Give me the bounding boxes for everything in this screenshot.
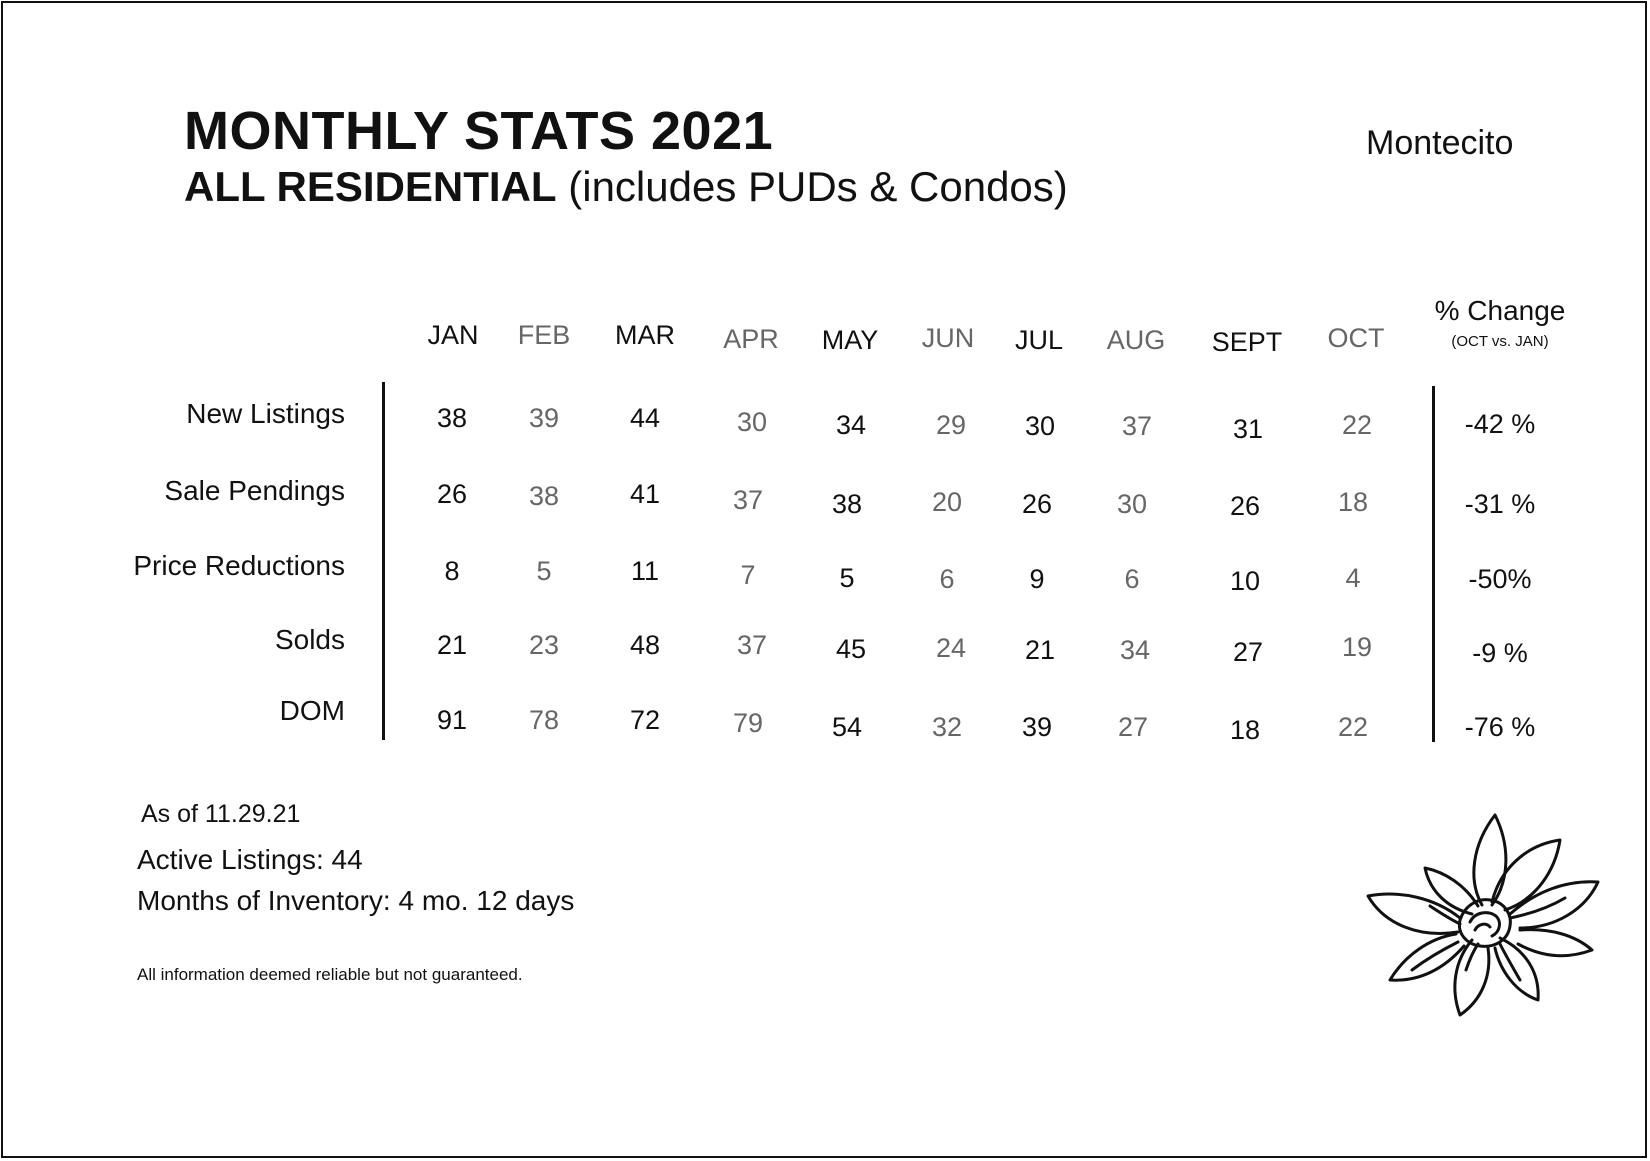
table-cell: 45 xyxy=(835,634,867,664)
month-header-mar: MAR xyxy=(615,320,675,350)
table-cell: 37 xyxy=(1121,411,1153,441)
change-header: % Change xyxy=(1434,295,1566,326)
row-label-price-reductions: Price Reductions xyxy=(133,550,345,581)
month-header-apr: APR xyxy=(723,324,779,354)
table-cell: 18 xyxy=(1337,487,1369,517)
table-cell: 22 xyxy=(1337,712,1369,742)
table-cell: 91 xyxy=(436,705,468,735)
table-cell: 26 xyxy=(1229,491,1261,521)
change-subheader: (OCT vs. JAN) xyxy=(1451,333,1549,350)
table-cell: 7 xyxy=(740,560,756,590)
table-cell: 30 xyxy=(1024,411,1056,441)
table-cell: 20 xyxy=(931,487,963,517)
table-cell: 9 xyxy=(1029,564,1045,594)
subtitle-bold: ALL RESIDENTIAL xyxy=(184,163,557,210)
table-cell: 38 xyxy=(528,481,560,511)
row-label-solds: Solds xyxy=(274,624,345,655)
table-cell: 6 xyxy=(1124,564,1140,594)
row-label-sale-pendings: Sale Pendings xyxy=(164,475,345,506)
page-subtitle xyxy=(184,163,1068,210)
as-of-date: As of 11.29.21 xyxy=(141,800,301,828)
month-header-aug: AUG xyxy=(1106,325,1166,355)
left-divider xyxy=(382,382,385,740)
disclaimer: All information deemed reliable but not guaranteed. xyxy=(137,965,523,984)
months-of-inventory: Months of Inventory: 4 mo. 12 days xyxy=(137,885,575,916)
table-cell: 37 xyxy=(736,630,768,660)
table-cell: 10 xyxy=(1229,566,1261,596)
table-cell: 27 xyxy=(1232,637,1264,667)
magnolia-flower-icon xyxy=(1360,810,1600,1020)
table-cell: 21 xyxy=(1024,635,1056,665)
table-cell: 24 xyxy=(935,633,967,663)
subtitle-rest: (includes PUDs & Condos) xyxy=(556,163,1068,210)
table-cell: 38 xyxy=(436,403,468,433)
table-cell: 4 xyxy=(1345,563,1361,593)
table-cell: 34 xyxy=(1119,635,1151,665)
table-cell: 30 xyxy=(1116,489,1148,519)
month-header-jul: JUL xyxy=(1014,325,1063,355)
table-cell: 8 xyxy=(444,556,460,586)
table-cell: 22 xyxy=(1341,410,1373,440)
table-cell: 27 xyxy=(1117,712,1149,742)
table-cell: 44 xyxy=(629,403,661,433)
table-cell: 5 xyxy=(839,563,855,593)
table-cell: 37 xyxy=(732,485,764,515)
table-cell: 6 xyxy=(939,564,955,594)
table-cell: 48 xyxy=(629,630,661,660)
table-cell: 21 xyxy=(436,630,468,660)
month-header-sept: SEPT xyxy=(1211,327,1283,357)
table-cell: 5 xyxy=(536,556,552,586)
table-cell: 19 xyxy=(1341,632,1373,662)
row-label-new-listings: New Listings xyxy=(186,398,345,429)
table-cell: 39 xyxy=(1021,712,1053,742)
table-cell: 30 xyxy=(736,407,768,437)
table-cell: 34 xyxy=(835,410,867,440)
table-cell: 23 xyxy=(528,630,560,660)
table-cell: 18 xyxy=(1229,715,1261,745)
change-value: -76 % xyxy=(1464,712,1536,742)
change-value: -31 % xyxy=(1464,489,1536,519)
month-header-jun: JUN xyxy=(921,323,975,353)
right-divider xyxy=(1432,386,1435,742)
month-header-oct: OCT xyxy=(1327,323,1385,353)
table-cell: 39 xyxy=(528,403,560,433)
table-cell: 41 xyxy=(629,479,661,509)
change-value: -9 % xyxy=(1472,638,1528,668)
month-header-jan: JAN xyxy=(427,320,479,350)
page-title: MONTHLY STATS 2021 xyxy=(184,101,774,161)
table-cell: 79 xyxy=(732,708,764,738)
month-header-may: MAY xyxy=(821,325,879,355)
table-cell: 26 xyxy=(436,479,468,509)
change-value: -50% xyxy=(1468,564,1532,594)
table-cell: 29 xyxy=(935,410,967,440)
table-cell: 38 xyxy=(831,489,863,519)
table-cell: 11 xyxy=(630,556,660,586)
change-value: -42 % xyxy=(1464,409,1536,439)
table-cell: 26 xyxy=(1021,489,1053,519)
table-cell: 78 xyxy=(528,705,560,735)
table-cell: 72 xyxy=(629,705,661,735)
table-cell: 54 xyxy=(831,712,863,742)
table-cell: 32 xyxy=(931,712,963,742)
row-label-dom: DOM xyxy=(279,695,345,726)
location-label: Montecito xyxy=(1366,124,1514,162)
active-listings: Active Listings: 44 xyxy=(137,844,363,875)
table-cell: 31 xyxy=(1232,414,1264,444)
month-header-feb: FEB xyxy=(517,320,571,350)
